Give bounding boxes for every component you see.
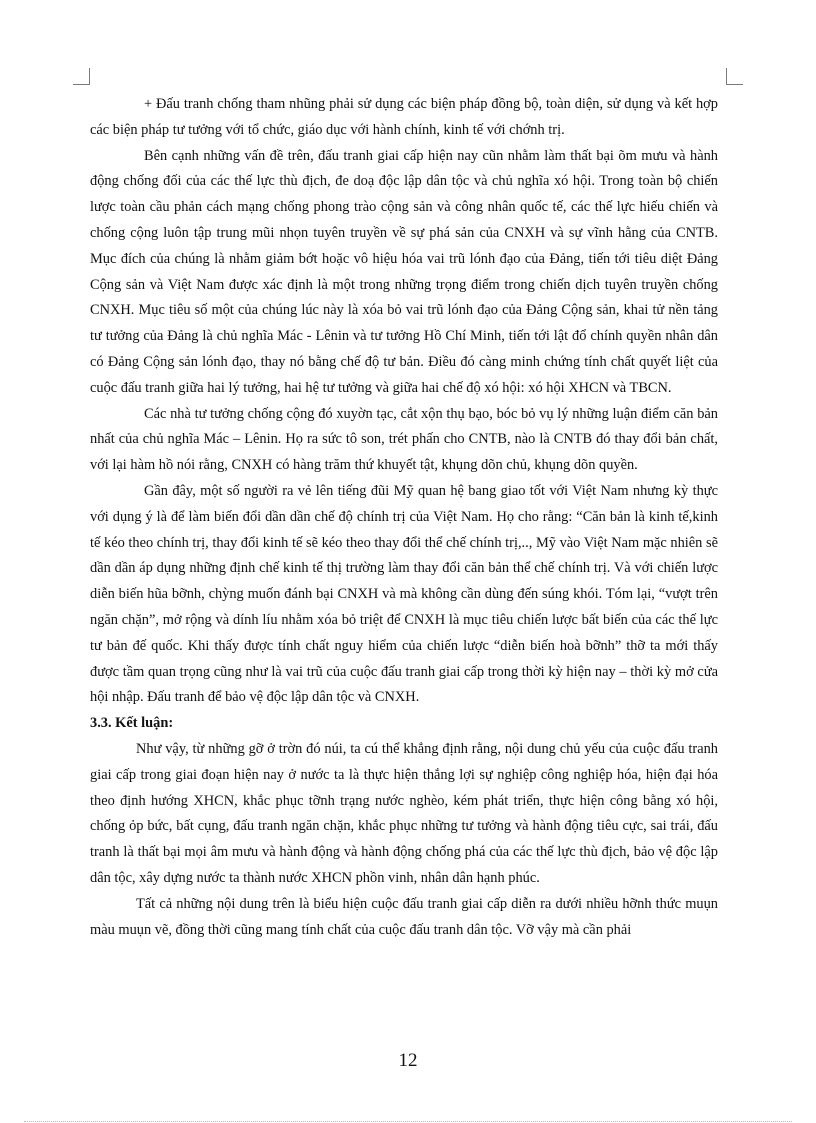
crop-mark-top-left: [73, 68, 90, 85]
paragraph-anti-communist-thinkers: Các nhà tư tưởng chống cộng đó xuyờn tạc, cắt xộn thụ bạo, bóc bỏ vụ lý những luận điểm căn bản nhất của chủ nghĩa Mác – Lênin. Họ ra sức tô son, trét phấn cho CNTB, nào là CNTB đó thay đổi bản chất, với lại hàm hồ nói rằng, CNXH có hàng trăm thứ khuyết tật, khụng dõn chủ, khụng dõn quyền.: [90, 405, 718, 474]
paragraph-class-struggle-hostile-forces: Bên cạnh những vấn đề trên, đấu tranh giai cấp hiện nay cũn nhằm làm thất bại õm mưu và hành động chống đối của các thế lực thù địch, đe doạ độc lập dân tộc và chủ nghĩa xó hội. Trong toàn bộ chiến lược toàn cầu phản cách mạng chống phong trào cộng sản và công nhân quốc tế, các thế lực hiếu chiến và chống cộng luôn tập trung mũi nhọn tuyên truyền về sự phá sản của CNXH và sự vĩnh hằng của CNTB. Mục đích của chúng là nhằm giảm bớt hoặc vô hiệu hóa vai trũ lónh đạo của Đảng, tiến tới tiêu diệt Đảng Cộng sản và Việt Nam được xác định là một trong những trọng điểm trong chiến dịch tuyên truyền chống CNXH. Mục tiêu số một của chúng lúc này là xóa bỏ vai trũ lónh đạo của Đảng Cộng sản, khai tử nền tảng tư tưởng của Đảng là chủ nghĩa Mác - Lênin và tư tưởng Hồ Chí Minh, tiến tới lật đổ chính quyền nhân dân có Đảng Cộng sản lónh đạo, thay nó bằng chế độ tư bản. Điều đó càng minh chứng tính chất quyết liệt của cuộc đấu tranh giữa hai lý tưởng, hai hệ tư tưởng và giữa hai chế độ xó hội: xó hội XHCN và TBCN.: [90, 147, 718, 396]
crop-mark-top-right: [726, 68, 743, 85]
paragraph-peaceful-evolution: Gần đây, một số người ra vẻ lên tiếng đũi Mỹ quan hệ bang giao tốt với Việt Nam nhưng kỳ thực với dụng ý là để làm biến đổi dần dần chế độ chính trị của Việt Nam. Họ cho rằng: “Căn bản là kinh tế,kinh tế kéo theo chính trị, thay đổi kinh tế sẽ kéo theo thay đổi thể chế chính trị,.., Mỹ vào Việt Nam mặc nhiên sẽ dần dần áp dụng những định chế kinh tế thị trường làm thay đổi căn bản thể chế chính trị. Và với chiến lược diễn biến hũa bỡnh, chỳng muốn đánh bại CNXH và mà không cần dùng đến súng khói. Tóm lại, “vượt trên ngăn chặn”, mở rộng và dính líu nhằm xóa bỏ triệt để CNXH là mục tiêu chiến lược bất biến của các thế lực tư bản đế quốc. Khi thấy được tính chất nguy hiểm của chiến lược “diễn biến hoà bỡnh” thỡ ta mới thấy được tầm quan trọng cũng như là vai trũ của cuộc đấu tranh giai cấp trong thời kỳ hiện nay – thời kỳ mở cửa hội nhập. Đấu tranh để bảo vệ độc lập dân tộc và CNXH.: [90, 482, 718, 706]
section-heading-conclusion: 3.3. Kết luận:: [90, 715, 174, 732]
paragraph-conclusion: Như vậy, từ những gỡ ở trờn đó núi, ta cú thể khẳng định rằng, nội dung chủ yếu của cuộc đấu tranh giai cấp trong giai đoạn hiện nay ở nước ta là thực hiện thắng lợi sự nghiệp công nghiệp hóa, hiện đại hóa theo định hướng XHCN, khắc phục tỡnh trạng nước nghèo, kém phát triển, thực hiện công bằng xó hội, chống ỏp bức, bất cụng, đấu tranh ngăn chặn, khắc phục những tư tưởng và hành động tiêu cực, sai trái, đấu tranh là thất bại mọi âm mưu và hành động và hành động chống phá của các thế lực thù địch, bảo vệ độc lập dân tộc, xây dựng nước ta thành nước XHCN phồn vinh, nhân dân hạnh phúc.: [90, 740, 718, 886]
document-body: [90, 92, 718, 943]
page-bottom-divider: [24, 1121, 792, 1122]
paragraph-summary: Tất cả những nội dung trên là biểu hiện cuộc đấu tranh giai cấp diễn ra dưới nhiều hỡnh thức muụn màu muụn vẽ, đồng thời cũng mang tính chất của cuộc đấu tranh dân tộc. Vỡ vậy mà cần phải: [90, 895, 718, 938]
paragraph-anti-corruption: + Đấu tranh chống tham nhũng phải sử dụng các biện pháp đồng bộ, toàn diện, sử dụng và kết hợp các biện pháp tư tưởng với tổ chức, giáo dục với hành chính, kinh tế với chớnh trị.: [90, 96, 718, 138]
page-number: 12: [398, 1050, 418, 1071]
